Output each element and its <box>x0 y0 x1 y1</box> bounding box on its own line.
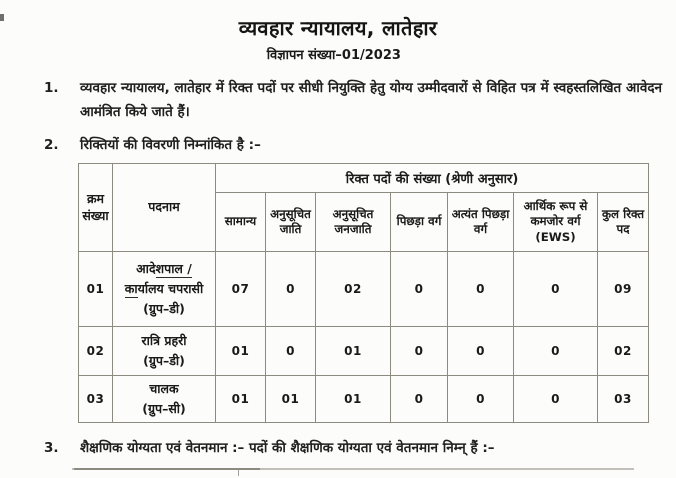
item-number: 1. <box>44 80 59 96</box>
cell-value-4: 0 <box>448 327 514 376</box>
cell-post-name: चालक (ग्रुप–सी) <box>113 376 216 423</box>
cell-value-2: 02 <box>316 252 391 327</box>
cell-value-5: 0 <box>514 376 598 423</box>
cell-value-0: 07 <box>216 252 266 327</box>
cell-value-1: 0 <box>266 327 316 376</box>
cell-serial: 02 <box>79 327 113 376</box>
col-header-category-6: कुल रिक्त पद <box>598 193 649 252</box>
advertisement-number: विज्ञापन संख्या–01/2023 <box>266 48 401 63</box>
table-row <box>79 327 649 376</box>
cell-value-2: 01 <box>316 327 391 376</box>
vacancy-table <box>78 163 649 423</box>
cell-value-4: 0 <box>448 252 514 327</box>
document-heading <box>239 14 438 63</box>
cell-post-name: रात्रि प्रहरी (ग्रुप–डी) <box>113 327 216 376</box>
col-header-post: पदनाम <box>113 164 216 252</box>
next-table-border-segment <box>74 468 260 470</box>
cell-value-6: 09 <box>598 252 649 327</box>
item-text: व्यवहार न्यायालय, लातेहार में रिक्त पदों पर सीधी नियुक्ति हेतु योग्य उम्मीदवारों से विहित पत्र में स्वहस्तलिखित आवेदन आमंत्रित किये जाते हैं। <box>80 80 662 120</box>
cell-value-0: 01 <box>216 376 266 423</box>
col-header-serial: क्रम संख्या <box>79 164 113 252</box>
col-header-category-0: सामान्य <box>216 193 266 252</box>
col-header-category-3: पिछड़ा वर्ग <box>391 193 448 252</box>
item-text: शैक्षणिक योग्यता एवं वेतनमान :– पदों की शैक्षणिक योग्यता एवं वेतनमान निम्न् हैं :– <box>80 440 495 456</box>
item-number: 3. <box>44 440 59 456</box>
cell-value-0: 01 <box>216 327 266 376</box>
cell-value-5: 0 <box>514 252 598 327</box>
item-number: 2. <box>44 137 59 153</box>
col-header-vacancy-span: रिक्त पदों की संख्या (श्रेणी अनुसार) <box>216 164 649 193</box>
cell-value-3: 0 <box>391 327 448 376</box>
cell-value-3: 0 <box>391 376 448 423</box>
cell-value-3: 0 <box>391 252 448 327</box>
cell-value-6: 03 <box>598 376 649 423</box>
page-title: व्यवहार न्यायालय, लातेहार <box>238 16 438 40</box>
cell-value-5: 0 <box>514 327 598 376</box>
cell-value-6: 02 <box>598 327 649 376</box>
col-header-category-5: आर्थिक रूप से कमजोर वर्ग (EWS) <box>514 193 598 252</box>
list-item-3 <box>0 436 676 460</box>
cell-value-1: 0 <box>266 252 316 327</box>
table-row <box>79 252 649 327</box>
scan-artifact <box>0 14 4 21</box>
col-header-category-1: अनुसूचित जाति <box>266 193 316 252</box>
list-item-1 <box>0 76 676 124</box>
col-header-category-2: अनुसूचित जनजाति <box>316 193 391 252</box>
cell-value-4: 0 <box>448 376 514 423</box>
list-item-2 <box>0 133 676 157</box>
cell-value-2: 01 <box>316 376 391 423</box>
next-table-partial <box>72 468 634 478</box>
next-table-column-tick <box>238 470 239 476</box>
cell-post-name: आदेशपाल / कार्यालय चपरासी (ग्रुप–डी) <box>113 252 216 327</box>
cell-serial: 01 <box>79 252 113 327</box>
item-text: रिक्तियों की विवरणी निम्नांकित है :– <box>80 137 261 153</box>
table-row <box>79 376 649 423</box>
cell-value-1: 01 <box>266 376 316 423</box>
col-header-category-4: अत्यंत पिछड़ा वर्ग <box>448 193 514 252</box>
table-header-row-top <box>79 164 649 193</box>
cell-serial: 03 <box>79 376 113 423</box>
